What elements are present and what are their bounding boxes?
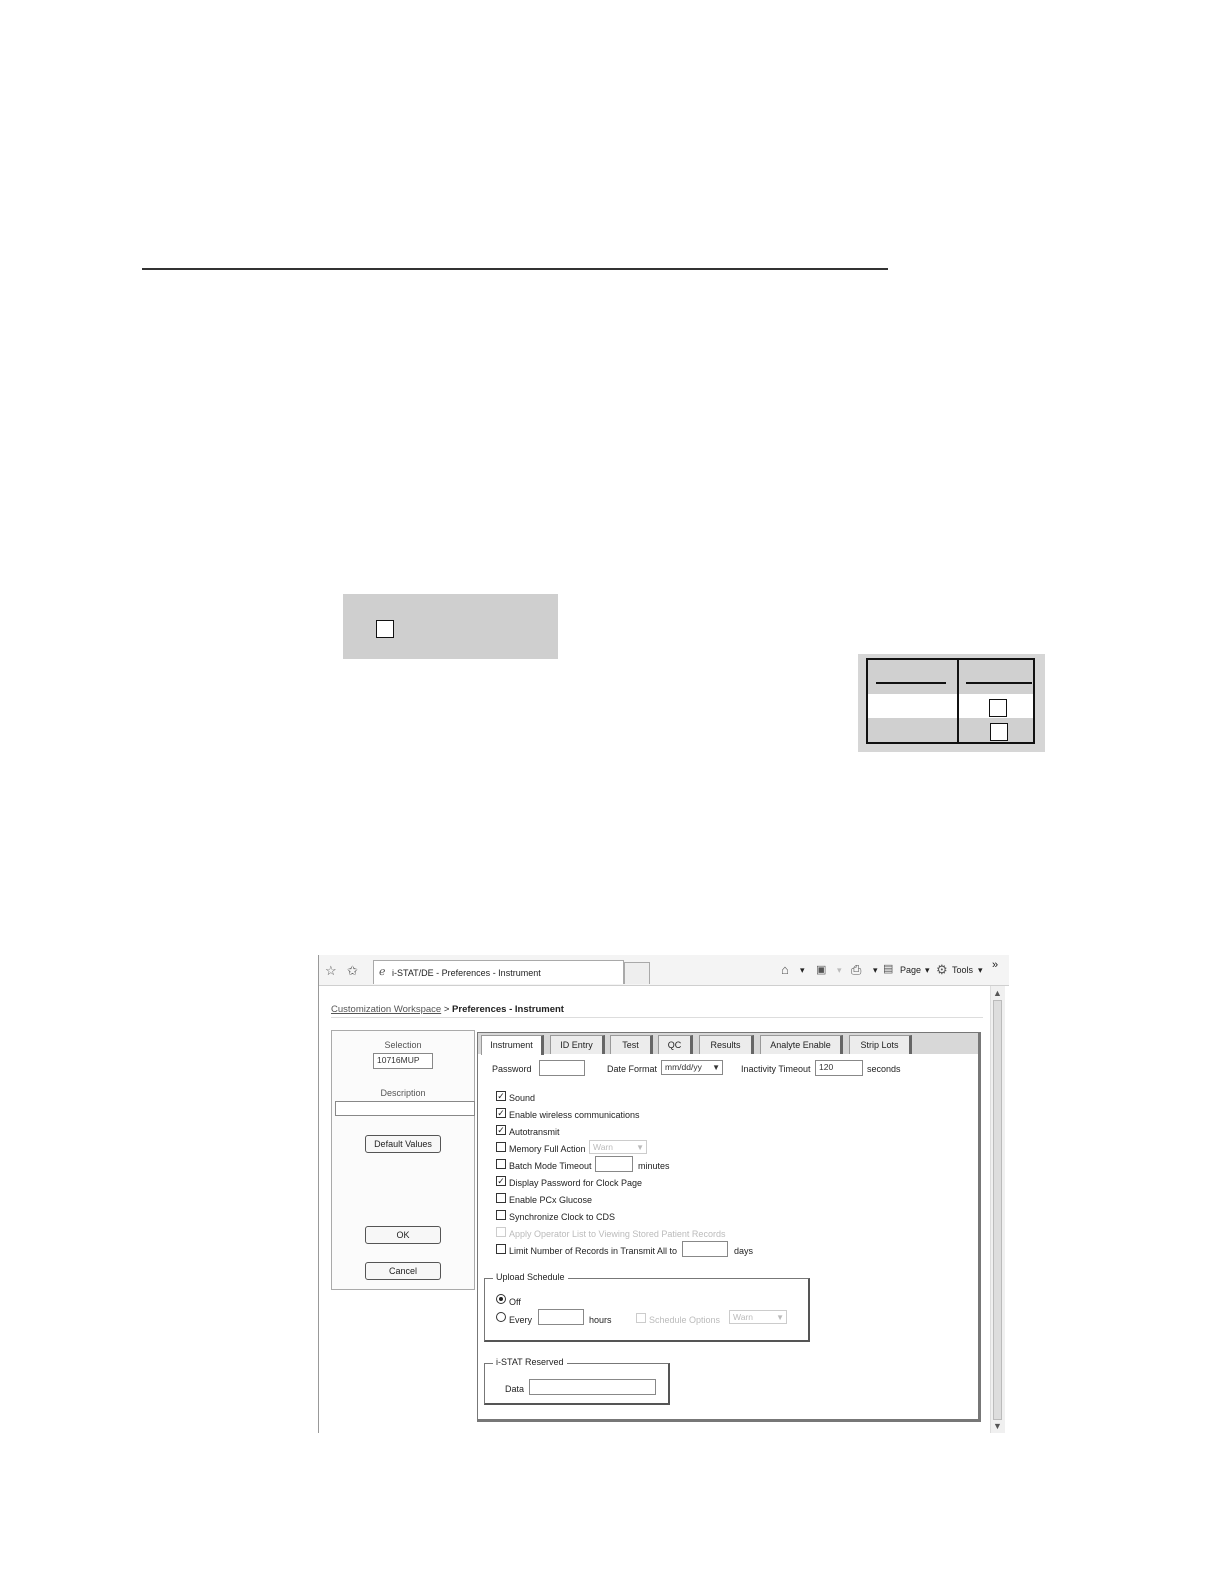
tab-test[interactable]: Test	[610, 1035, 653, 1054]
feeds-icon[interactable]: ▣	[816, 964, 827, 976]
cancel-button[interactable]: Cancel	[365, 1262, 441, 1280]
password-input[interactable]	[539, 1060, 585, 1076]
page-title: Preferences - Instrument	[452, 1004, 564, 1015]
inactivity-timeout-label: Inactivity Timeout	[741, 1064, 811, 1074]
sync-clock-checkbox[interactable]	[496, 1210, 506, 1220]
chevron-down-icon: ▼	[776, 1313, 784, 1322]
page-menu-label[interactable]: Page	[900, 965, 922, 975]
upload-schedule-legend: Upload Schedule	[493, 1272, 568, 1282]
tab-qc[interactable]: QC	[658, 1035, 693, 1054]
upload-every-radio[interactable]	[496, 1312, 506, 1322]
scroll-down-icon[interactable]: ▼	[993, 1421, 1002, 1431]
batch-mode-input[interactable]	[595, 1156, 633, 1172]
date-format-select[interactable]: mm/dd/yy ▼	[661, 1060, 723, 1075]
tab-id-entry[interactable]: ID Entry	[550, 1035, 605, 1054]
schedule-options-label: Schedule Options	[649, 1315, 721, 1325]
tab-analyte-enable[interactable]: Analyte Enable	[760, 1035, 843, 1054]
ok-button[interactable]: OK	[365, 1226, 441, 1244]
memory-full-select[interactable]: Warn ▼	[589, 1140, 647, 1154]
upload-off-radio[interactable]	[496, 1294, 506, 1304]
browser-toolbar: ☆ ✩ ℯ i-STAT/DE - Preferences - Instrument ⌂ ▾ ▣ ▾ ⎙ ▾ ▤ Page ▾ ⚙ Tools ▾ »	[319, 955, 1009, 986]
sound-label: Sound	[509, 1093, 536, 1103]
selection-input[interactable]: 10716MUP	[373, 1053, 433, 1069]
add-favorites-icon[interactable]: ✩	[347, 963, 358, 978]
batch-mode-unit-label: minutes	[638, 1161, 670, 1171]
schedule-options-select[interactable]: Warn ▼	[729, 1310, 787, 1324]
description-label: Description	[380, 1088, 426, 1098]
wireless-label: Enable wireless communications	[509, 1110, 640, 1120]
apply-operator-checkbox[interactable]	[496, 1227, 506, 1237]
upload-every-label: Every	[509, 1315, 533, 1325]
apply-operator-label: Apply Operator List to Viewing Stored Patient Records	[509, 1229, 726, 1239]
tab-instrument[interactable]: Instrument	[481, 1035, 544, 1055]
date-format-label: Date Format	[607, 1064, 658, 1074]
browser-screenshot	[318, 955, 1009, 1433]
tools-menu-label[interactable]: Tools	[952, 965, 974, 975]
default-values-button[interactable]: Default Values	[365, 1135, 441, 1153]
autotransmit-checkbox[interactable]: ✓	[497, 1125, 505, 1135]
empty-checkbox	[989, 699, 1007, 717]
schedule-options-checkbox[interactable]	[636, 1313, 646, 1323]
password-label: Password	[492, 1064, 532, 1074]
selection-label: Selection	[384, 1040, 422, 1050]
chevron-down-icon: ▼	[636, 1143, 644, 1152]
upload-off-label: Off	[509, 1297, 521, 1307]
limit-records-unit-label: days	[734, 1246, 754, 1256]
pcx-glucose-checkbox[interactable]	[496, 1193, 506, 1203]
browser-tab-title: i-STAT/DE - Preferences - Instrument	[392, 968, 541, 978]
display-password-label: Display Password for Clock Page	[509, 1178, 643, 1188]
batch-mode-label: Batch Mode Timeout	[509, 1161, 592, 1171]
print-icon[interactable]: ⎙	[851, 962, 862, 977]
tab-bar	[478, 1033, 978, 1054]
breadcrumb-link[interactable]: Customization Workspace	[331, 1004, 442, 1015]
new-tab-button[interactable]	[624, 962, 650, 984]
upload-hours-input[interactable]	[538, 1309, 584, 1325]
scrollbar-thumb[interactable]	[993, 1000, 1002, 1420]
memory-full-label: Memory Full Action	[509, 1144, 586, 1154]
shaded-box	[343, 594, 558, 659]
data-input[interactable]	[529, 1379, 656, 1395]
horizontal-rule	[142, 268, 888, 270]
memory-full-checkbox[interactable]	[496, 1142, 506, 1152]
page-icon[interactable]: ▤	[883, 963, 894, 975]
display-password-checkbox[interactable]: ✓	[497, 1176, 505, 1186]
empty-checkbox	[990, 723, 1008, 741]
selection-panel	[331, 1030, 475, 1290]
breadcrumb: Customization Workspace > Preferences - Instrument	[331, 1004, 564, 1015]
chevron-down-icon: ▼	[712, 1063, 720, 1072]
inactivity-unit-label: seconds	[867, 1064, 901, 1074]
limit-records-label: Limit Number of Records in Transmit All to	[509, 1246, 678, 1256]
sync-clock-label: Synchronize Clock to CDS	[509, 1212, 616, 1222]
upload-schedule-group	[484, 1272, 810, 1342]
wireless-checkbox[interactable]: ✓	[497, 1108, 505, 1118]
autotransmit-label: Autotransmit	[509, 1127, 560, 1137]
description-input[interactable]	[335, 1101, 475, 1116]
istat-reserved-group	[484, 1357, 670, 1405]
tab-strip-lots[interactable]: Strip Lots	[849, 1035, 912, 1054]
scroll-up-icon[interactable]: ▲	[993, 988, 1002, 998]
vertical-scrollbar[interactable]	[990, 986, 1005, 1433]
batch-mode-checkbox[interactable]	[496, 1159, 506, 1169]
table-row	[868, 694, 1033, 718]
istat-reserved-legend: i-STAT Reserved	[493, 1357, 567, 1367]
limit-records-input[interactable]	[682, 1241, 728, 1257]
upload-hours-label: hours	[589, 1315, 612, 1325]
toolbar-overflow-icon[interactable]: »	[992, 959, 999, 971]
ie-logo-icon: ℯ	[379, 966, 386, 978]
favorites-star-icon[interactable]: ☆	[325, 963, 337, 978]
pcx-glucose-label: Enable PCx Glucose	[509, 1195, 593, 1205]
preferences-content	[477, 1032, 981, 1422]
limit-records-checkbox[interactable]	[496, 1244, 506, 1254]
small-table	[858, 654, 1045, 752]
tab-results[interactable]: Results	[699, 1035, 754, 1054]
inactivity-timeout-input[interactable]: 120	[815, 1060, 863, 1076]
data-label: Data	[505, 1384, 525, 1394]
empty-checkbox	[376, 620, 394, 638]
sound-checkbox[interactable]: ✓	[497, 1091, 505, 1101]
gear-icon[interactable]: ⚙	[936, 962, 948, 977]
home-icon[interactable]: ⌂	[781, 962, 789, 977]
browser-tab[interactable]	[373, 960, 624, 984]
